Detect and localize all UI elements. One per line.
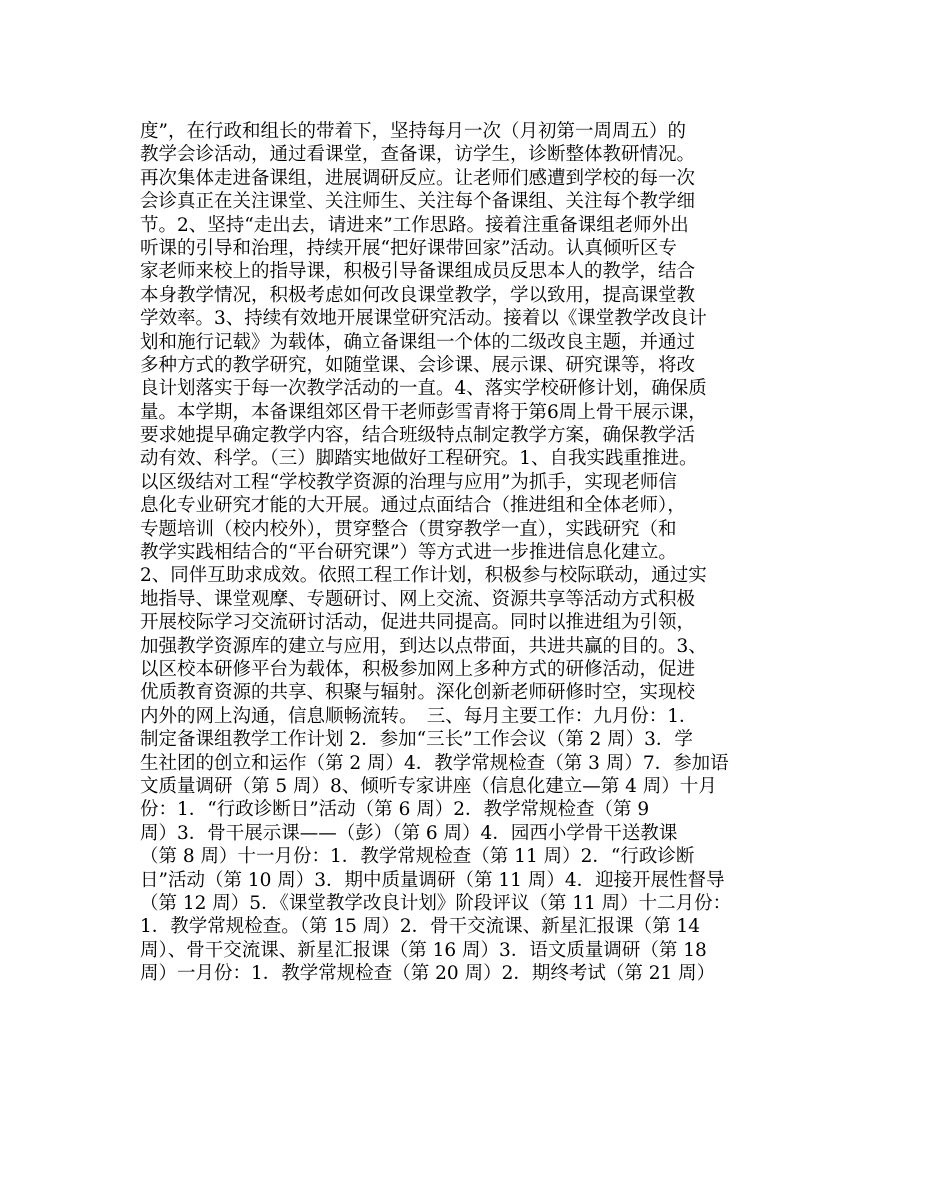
body-text: [140, 120, 830, 985]
text-line: 再次集体走进备课组，进展调研反应。让老师们感遭到学校的每一次: [140, 167, 696, 189]
text-line: 听课的引导和治理，持续开展“把好课带回家”活动。认真倾听区专: [140, 237, 677, 259]
text-line: 周）一月份：1．教学常规检查（第 20 周）2．期终考试（第 21 周）: [140, 963, 716, 985]
text-line: 量。本学期，本备课组郊区骨干老师彭雪青将于第6周上骨干展示课，: [140, 401, 707, 423]
text-line: 优质教育资源的共享、积聚与辐射。深化创新老师研修时空，实现校: [140, 682, 696, 704]
text-line: 内外的网上沟通，信息顺畅流转。 三、每月主要工作：九月份：1．: [140, 705, 698, 727]
text-line: 制定备课组教学工作计划 2．参加“三长”工作会议（第 2 周）3．学: [140, 729, 693, 751]
text-line: 以区校本研修平台为载体，积极参加网上多种方式的研修活动，促进: [140, 658, 696, 680]
text-line: 生社团的创立和运作（第 2 周）4．教学常规检查（第 3 周）7．参加语: [140, 752, 729, 774]
text-line: 家老师来校上的指导课，积极引导备课组成员反思本人的教学，结合: [140, 261, 696, 283]
text-line: 2、同伴互助求成效。依照工程工作计划，积极参与校际联动，通过实: [140, 565, 707, 587]
text-line: 教学实践相结合的“平台研究课”）等方式进一步推进信息化建立。: [140, 542, 677, 564]
text-line: 开展校际学习交流研讨活动，促进共同提高。同时以推进组为引领，: [140, 612, 696, 634]
text-line: 息化专业研究才能的大开展。通过点面结合（推进组和全体老师），: [140, 495, 686, 517]
text-line: 日”活动（第 10 周）3．期中质量调研（第 11 周）4．迎接开展性督导: [140, 869, 725, 891]
text-line: （第 12 周）5．《课堂教学改良计划》阶段评议（第 11 周）十二月份：: [140, 892, 732, 914]
text-line: 教学会诊活动，通过看课堂，查备课，访学生，诊断整体教研情况。: [140, 144, 696, 166]
text-line: 文质量调研（第 5 周）8、倾听专家讲座（信息化建立—第 4 周）十月: [140, 775, 717, 797]
text-line: 份：1．“行政诊断日”活动（第 6 周）2．教学常规检查（第 9: [140, 799, 650, 821]
text-line: 度”，在行政和组长的带着下，坚持每月一次（月初第一周周五）的: [140, 121, 686, 142]
text-line: 本身教学情况，积极考虑如何改良课堂教学，学以致用，提高课堂教: [140, 284, 696, 306]
text-line: 加强教学资源库的建立与应用，到达以点带面，共进共赢的目的。3、: [140, 635, 707, 657]
text-line: 划和施行记载》为载体，确立备课组一个体的二级改良主题，并通过: [140, 331, 696, 353]
text-line: 多种方式的教学研究，如随堂课、会诊课、展示课、研究课等，将改: [140, 354, 696, 376]
text-line: 周）3．骨干展示课——（彭）（第 6 周）4．园西小学骨干送教课: [140, 822, 678, 844]
text-line: （第 8 周）十一月份：1．教学常规检查（第 11 周）2．“行政诊断: [140, 846, 695, 868]
text-line: 动有效、科学。（三）脚踏实地做好工程研究。1、自我实践重推进。: [140, 448, 698, 470]
text-line: 要求她提早确定教学内容，结合班级特点制定教学方案，确保教学活: [140, 425, 696, 447]
text-line: 专题培训（校内校外），贯穿整合（贯穿教学一直），实践研究（和: [140, 518, 677, 540]
text-line: 1．教学常规检查。（第 15 周）2．骨干交流课、新星汇报课（第 14: [140, 916, 701, 938]
text-line: 以区级结对工程“学校教学资源的治理与应用”为抓手，实现老师信: [140, 471, 677, 493]
text-line: 地指导、课堂观摩、专题研讨、网上交流、资源共享等活动方式积极: [140, 588, 696, 610]
text-line: 学效率。3、持续有效地开展课堂研究活动。接着以《课堂教学改良计: [140, 308, 707, 330]
text-line: 周）、骨干交流课、新星汇报课（第 16 周）3．语文质量调研（第 18: [140, 939, 707, 961]
text-line: 节。2、坚持“走出去，请进来”工作思路。接着注重备课组老师外出: [140, 214, 689, 236]
text-line: 会诊真正在关注课堂、关注师生、关注每个备课组、关注每个教学细: [140, 191, 696, 213]
text-line: 良计划落实于每一次教学活动的一直。4、落实学校研修计划，确保质: [140, 378, 707, 400]
